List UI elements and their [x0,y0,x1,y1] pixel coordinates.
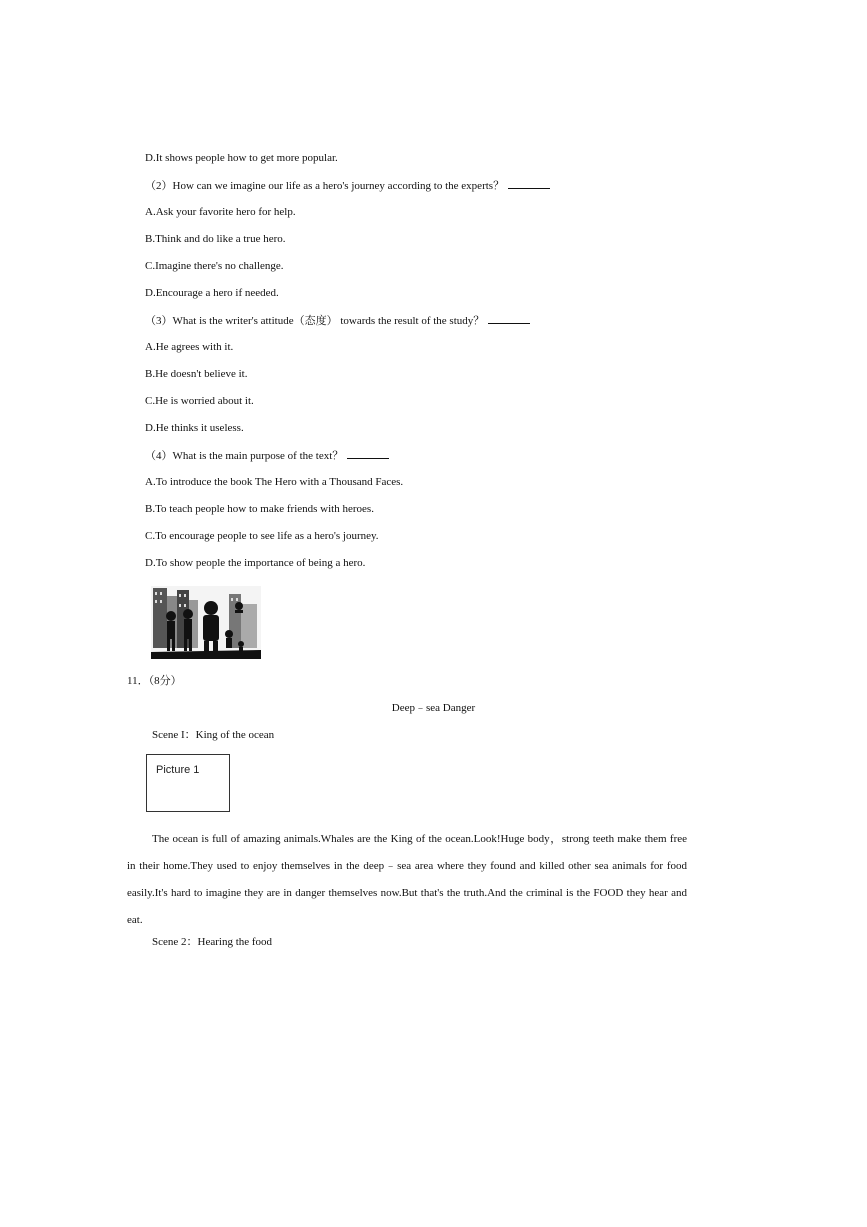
q2-answer-blank [508,178,550,189]
q3-option-b: B.He doesn't believe it. [145,368,248,380]
scene-1-paragraph: The ocean is full of amazing animals.Whales are the King of the ocean.Look!Huge body，strong teeth make them free in their home.They used to enjoy themselves in the deep﹣sea area where they found and killed other sea animals for food easily.It's hard to imagine they are in danger themselves now.But that's the truth.And the criminal is the FOOD they hear and eat. [127,833,687,926]
q4-option-b: B.To teach people how to make friends with heroes. [145,503,374,515]
passage-title: Deep﹣sea Danger [391,702,476,714]
q3-stem [145,313,530,328]
q4-stem [145,448,389,463]
q2-stem-text: （2）How can we imagine our life as a hero's journey according to the experts？ [145,180,505,192]
q4-option-d: D.To show people the importance of being a hero. [145,557,366,569]
q4-option-a: A.To introduce the book The Hero with a Thousand Faces. [145,476,404,488]
q3-option-d: D.He thinks it useless. [145,422,244,434]
q3-option-a: A.He agrees with it. [145,341,234,353]
q4-option-c: C.To encourage people to see life as a hero's journey. [145,530,379,542]
q2-stem [145,178,550,193]
q2-option-b: B.Think and do like a true hero. [145,233,286,245]
q3-answer-blank [488,313,530,324]
scene-1-heading: Scene I：King of the ocean [152,729,275,741]
q3-stem-text: （3）What is the writer's attitude（态度） towards the result of the study？ [145,315,485,327]
q4-answer-blank [347,448,389,459]
picture-1-placeholder [146,754,230,812]
q4-stem-text: （4）What is the main purpose of the text？ [145,450,344,462]
q1-option-d: D.It shows people how to get more popular. [145,152,338,164]
scene-2-heading: Scene 2：Hearing the food [152,936,273,948]
q3-option-c: C.He is worried about it. [145,395,254,407]
q2-option-d: D.Encourage a hero if needed. [145,287,279,299]
q2-option-c: C.Imagine there's no challenge. [145,260,284,272]
q2-option-a: A.Ask your favorite hero for help. [145,206,296,218]
hero-silhouettes-image [151,586,261,659]
picture-1-label: Picture 1 [156,764,200,776]
question-11-number: 11．（8分） [127,675,182,687]
